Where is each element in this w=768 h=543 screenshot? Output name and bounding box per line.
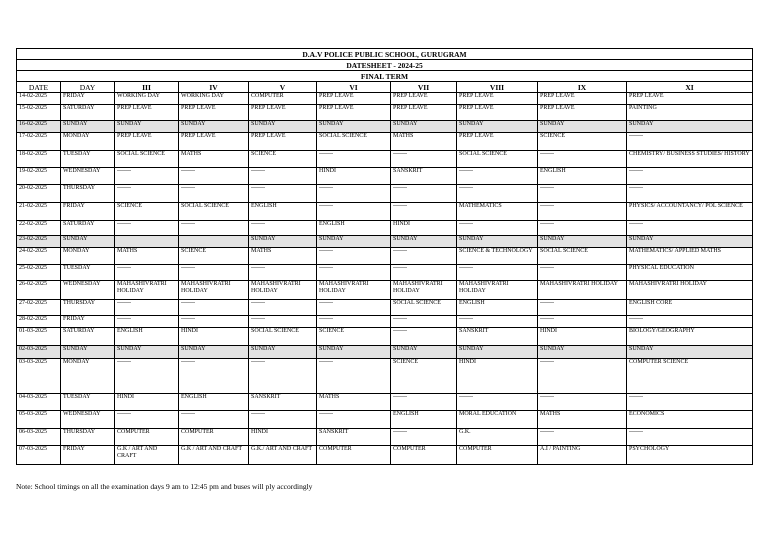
- date-cell: 15-02-2025: [17, 105, 61, 121]
- table-row: [17, 429, 753, 446]
- class-vi-cell: -------: [317, 203, 391, 221]
- date-cell: 26-02-2025: [17, 281, 61, 300]
- class-iii-cell: MATHS: [115, 248, 179, 265]
- class-vii-cell: -------: [391, 185, 457, 203]
- class-iii-cell: G.K / ART AND CRAFT: [115, 446, 179, 465]
- class-vi-cell: -------: [317, 300, 391, 316]
- class-vi-cell: -------: [317, 185, 391, 203]
- column-header-row: [17, 82, 753, 93]
- class-viii-cell: -------: [457, 168, 538, 185]
- class-vii-cell: SUNDAY: [391, 346, 457, 359]
- class-ix-cell: SCIENCE: [538, 133, 627, 151]
- class-vii-cell: ENGLISH: [391, 411, 457, 429]
- class-xi-cell: BIOLOGY/GEOGRAPHY: [627, 328, 753, 346]
- class-xi-cell: PHYSICAL EDUCATION: [627, 265, 753, 281]
- class-vi-cell: SCIENCE: [317, 328, 391, 346]
- class-vii-cell: -------: [391, 265, 457, 281]
- class-viii-cell: SUNDAY: [457, 346, 538, 359]
- class-v-cell: PREP LEAVE: [249, 133, 317, 151]
- date-cell: 22-02-2025: [17, 221, 61, 236]
- class-viii-cell: SUNDAY: [457, 121, 538, 133]
- class-ix-cell: -------: [538, 203, 627, 221]
- class-vii-cell: SUNDAY: [391, 121, 457, 133]
- class-vii-cell: -------: [391, 151, 457, 168]
- day-cell: WEDNESDAY: [61, 168, 115, 185]
- class-iv-cell: HINDI: [179, 328, 249, 346]
- class-iv-cell: -------: [179, 359, 249, 394]
- class-iii-cell: PREP LEAVE: [115, 105, 179, 121]
- class-vi-cell: SUNDAY: [317, 346, 391, 359]
- table-row: [17, 328, 753, 346]
- class-ix-cell: ENGLISH: [538, 168, 627, 185]
- day-cell: FRIDAY: [61, 203, 115, 221]
- date-cell: 18-02-2025: [17, 151, 61, 168]
- class-iii-cell: -------: [115, 300, 179, 316]
- day-cell: MONDAY: [61, 133, 115, 151]
- class-vi-cell: SUNDAY: [317, 236, 391, 248]
- class-vii-cell: COMPUTER: [391, 446, 457, 465]
- class-iii-cell: ENGLISH: [115, 328, 179, 346]
- class-iii-cell: SUNDAY: [115, 346, 179, 359]
- class-xi-cell: -------: [627, 185, 753, 203]
- col-header-class-vii: VII: [391, 82, 457, 93]
- class-viii-cell: COMPUTER: [457, 446, 538, 465]
- day-cell: MONDAY: [61, 359, 115, 394]
- col-header-class-iii: III: [115, 82, 179, 93]
- class-vi-cell: SOCIAL SCIENCE: [317, 133, 391, 151]
- col-header-class-viii: VIII: [457, 82, 538, 93]
- class-v-cell: SUNDAY: [249, 236, 317, 248]
- class-xi-cell: -------: [627, 316, 753, 328]
- class-xi-cell: MAHASHIVRATRI HOLIDAY: [627, 281, 753, 300]
- class-vi-cell: SUNDAY: [317, 121, 391, 133]
- class-iii-cell: -------: [115, 359, 179, 394]
- class-vi-cell: MATHS: [317, 394, 391, 411]
- table-row: [17, 236, 753, 248]
- class-ix-cell: A.I / PAINTING: [538, 446, 627, 465]
- date-cell: 04-03-2025: [17, 394, 61, 411]
- class-vii-cell: -------: [391, 429, 457, 446]
- day-cell: TUESDAY: [61, 394, 115, 411]
- class-vi-cell: PREP LEAVE: [317, 105, 391, 121]
- class-vi-cell: -------: [317, 316, 391, 328]
- date-cell: 24-02-2025: [17, 248, 61, 265]
- class-vii-cell: MAHASHIVRATRI HOLIDAY: [391, 281, 457, 300]
- day-cell: FRIDAY: [61, 93, 115, 105]
- table-row: [17, 359, 753, 394]
- col-header-class-xi: XI: [627, 82, 753, 93]
- table-row: [17, 265, 753, 281]
- class-xi-cell: -------: [627, 133, 753, 151]
- class-v-cell: -------: [249, 316, 317, 328]
- class-v-cell: SUNDAY: [249, 121, 317, 133]
- class-v-cell: -------: [249, 411, 317, 429]
- class-vii-cell: -------: [391, 248, 457, 265]
- class-iv-cell: G.K / ART AND CRAFT: [179, 446, 249, 465]
- class-vi-cell: -------: [317, 411, 391, 429]
- day-cell: SATURDAY: [61, 105, 115, 121]
- table-row: [17, 203, 753, 221]
- day-cell: THURSDAY: [61, 429, 115, 446]
- class-vii-cell: -------: [391, 394, 457, 411]
- table-row: [17, 121, 753, 133]
- class-iii-cell: -------: [115, 168, 179, 185]
- class-vi-cell: MAHASHIVRATRI HOLIDAY: [317, 281, 391, 300]
- class-xi-cell: SUNDAY: [627, 236, 753, 248]
- class-vii-cell: MATHS: [391, 133, 457, 151]
- day-cell: WEDNESDAY: [61, 281, 115, 300]
- class-vi-cell: -------: [317, 265, 391, 281]
- class-iii-cell: SOCIAL SCIENCE: [115, 151, 179, 168]
- class-viii-cell: MATHEMATICS: [457, 203, 538, 221]
- class-ix-cell: -------: [538, 316, 627, 328]
- day-cell: SUNDAY: [61, 346, 115, 359]
- class-viii-cell: MAHASHIVRATRI HOLIDAY: [457, 281, 538, 300]
- day-cell: SATURDAY: [61, 221, 115, 236]
- class-xi-cell: -------: [627, 221, 753, 236]
- class-vii-cell: SUNDAY: [391, 236, 457, 248]
- class-iv-cell: ENGLISH: [179, 394, 249, 411]
- class-ix-cell: -------: [538, 265, 627, 281]
- date-cell: 03-03-2025: [17, 359, 61, 394]
- date-cell: 23-02-2025: [17, 236, 61, 248]
- class-viii-cell: -------: [457, 221, 538, 236]
- class-iii-cell: MAHASHIVRATRI HOLIDAY: [115, 281, 179, 300]
- class-iv-cell: -------: [179, 265, 249, 281]
- class-vii-cell: SCIENCE: [391, 359, 457, 394]
- class-vii-cell: -------: [391, 328, 457, 346]
- col-header-class-v: V: [249, 82, 317, 93]
- class-xi-cell: -------: [627, 394, 753, 411]
- class-iii-cell: HINDI: [115, 394, 179, 411]
- day-cell: THURSDAY: [61, 185, 115, 203]
- class-iv-cell: SUNDAY: [179, 121, 249, 133]
- date-cell: 27-02-2025: [17, 300, 61, 316]
- class-vi-cell: COMPUTER: [317, 446, 391, 465]
- class-v-cell: -------: [249, 168, 317, 185]
- class-v-cell: SOCIAL SCIENCE: [249, 328, 317, 346]
- class-viii-cell: PREP LEAVE: [457, 133, 538, 151]
- class-xi-cell: MATHEMATICS/ APPLIED MATHS: [627, 248, 753, 265]
- class-iv-cell: SOCIAL SCIENCE: [179, 203, 249, 221]
- class-xi-cell: PHYSICS/ ACCOUNTANCY/ POL SCIENCE: [627, 203, 753, 221]
- class-iv-cell: SUNDAY: [179, 346, 249, 359]
- term-title: FINAL TERM: [17, 71, 753, 82]
- class-ix-cell: MAHASHIVRATRI HOLIDAY: [538, 281, 627, 300]
- class-v-cell: SCIENCE: [249, 151, 317, 168]
- class-iii-cell: -------: [115, 185, 179, 203]
- class-v-cell: -------: [249, 185, 317, 203]
- day-cell: SUNDAY: [61, 121, 115, 133]
- table-row: [17, 221, 753, 236]
- day-cell: FRIDAY: [61, 446, 115, 465]
- class-v-cell: ENGLISH: [249, 203, 317, 221]
- class-viii-cell: -------: [457, 394, 538, 411]
- class-iv-cell: -------: [179, 168, 249, 185]
- class-iv-cell: PREP LEAVE: [179, 133, 249, 151]
- date-cell: 16-02-2025: [17, 121, 61, 133]
- class-v-cell: -------: [249, 265, 317, 281]
- class-vii-cell: -------: [391, 203, 457, 221]
- col-header-class-ix: IX: [538, 82, 627, 93]
- class-ix-cell: -------: [538, 359, 627, 394]
- class-viii-cell: G.K.: [457, 429, 538, 446]
- class-ix-cell: -------: [538, 394, 627, 411]
- date-cell: 17-02-2025: [17, 133, 61, 151]
- class-v-cell: -------: [249, 221, 317, 236]
- class-iii-cell: -------: [115, 221, 179, 236]
- class-vii-cell: SANSKRIT: [391, 168, 457, 185]
- class-viii-cell: SCIENCE & TECHNOLOGY: [457, 248, 538, 265]
- table-row: [17, 281, 753, 300]
- class-v-cell: MATHS: [249, 248, 317, 265]
- datesheet: [16, 48, 752, 465]
- table-row: [17, 168, 753, 185]
- class-vii-cell: HINDI: [391, 221, 457, 236]
- class-vi-cell: ENGLISH: [317, 221, 391, 236]
- class-iv-cell: SCIENCE: [179, 248, 249, 265]
- class-ix-cell: PREP LEAVE: [538, 105, 627, 121]
- class-ix-cell: SUNDAY: [538, 121, 627, 133]
- table-row: [17, 248, 753, 265]
- class-ix-cell: -------: [538, 429, 627, 446]
- day-cell: SATURDAY: [61, 328, 115, 346]
- class-iv-cell: PREP LEAVE: [179, 105, 249, 121]
- table-row: [17, 411, 753, 429]
- table-row: [17, 346, 753, 359]
- date-cell: 01-03-2025: [17, 328, 61, 346]
- class-iv-cell: -------: [179, 221, 249, 236]
- class-iv-cell: MAHASHIVRATRI HOLIDAY: [179, 281, 249, 300]
- class-viii-cell: -------: [457, 316, 538, 328]
- class-ix-cell: -------: [538, 221, 627, 236]
- table-row: [17, 151, 753, 168]
- date-cell: 07-03-2025: [17, 446, 61, 465]
- class-vi-cell: -------: [317, 248, 391, 265]
- class-ix-cell: PREP LEAVE: [538, 93, 627, 105]
- date-cell: 02-03-2025: [17, 346, 61, 359]
- class-xi-cell: PSYCHOLOGY: [627, 446, 753, 465]
- class-ix-cell: -------: [538, 151, 627, 168]
- class-iii-cell: -------: [115, 411, 179, 429]
- class-vii-cell: SOCIAL SCIENCE: [391, 300, 457, 316]
- class-v-cell: -------: [249, 300, 317, 316]
- class-v-cell: PREP LEAVE: [249, 105, 317, 121]
- class-viii-cell: SUNDAY: [457, 236, 538, 248]
- class-xi-cell: PAINTING: [627, 105, 753, 121]
- exam-timing-note: Note: School timings on all the examination days 9 am to 12:45 pm and buses will ply accordingly: [16, 482, 313, 491]
- table-row: [17, 446, 753, 465]
- class-vi-cell: -------: [317, 151, 391, 168]
- col-header-day: DAY: [61, 82, 115, 93]
- class-xi-cell: COMPUTER SCIENCE: [627, 359, 753, 394]
- class-ix-cell: HINDI: [538, 328, 627, 346]
- class-xi-cell: ECONOMICS: [627, 411, 753, 429]
- day-cell: TUESDAY: [61, 265, 115, 281]
- class-vi-cell: PREP LEAVE: [317, 93, 391, 105]
- class-vi-cell: SANSKRIT: [317, 429, 391, 446]
- class-viii-cell: PREP LEAVE: [457, 93, 538, 105]
- class-vii-cell: PREP LEAVE: [391, 93, 457, 105]
- class-iv-cell: MATHS: [179, 151, 249, 168]
- day-cell: THURSDAY: [61, 300, 115, 316]
- class-viii-cell: HINDI: [457, 359, 538, 394]
- col-header-date: DATE: [17, 82, 61, 93]
- class-viii-cell: -------: [457, 265, 538, 281]
- class-iii-cell: COMPUTER: [115, 429, 179, 446]
- day-cell: SUNDAY: [61, 236, 115, 248]
- class-vii-cell: -------: [391, 316, 457, 328]
- class-iv-cell: COMPUTER: [179, 429, 249, 446]
- table-row: [17, 133, 753, 151]
- school-name: D.A.V POLICE PUBLIC SCHOOL, GURUGRAM: [17, 49, 753, 60]
- class-xi-cell: SUNDAY: [627, 346, 753, 359]
- datesheet-table: [16, 48, 753, 465]
- date-cell: 28-02-2025: [17, 316, 61, 328]
- date-cell: 05-03-2025: [17, 411, 61, 429]
- date-cell: 06-03-2025: [17, 429, 61, 446]
- class-viii-cell: SANSKRIT: [457, 328, 538, 346]
- class-iii-cell: [115, 236, 179, 248]
- class-ix-cell: SUNDAY: [538, 346, 627, 359]
- date-cell: 21-02-2025: [17, 203, 61, 221]
- class-iii-cell: WORKING DAY: [115, 93, 179, 105]
- class-v-cell: COMPUTER: [249, 93, 317, 105]
- class-viii-cell: PREP LEAVE: [457, 105, 538, 121]
- class-iv-cell: -------: [179, 316, 249, 328]
- class-iii-cell: PREP LEAVE: [115, 133, 179, 151]
- date-cell: 14-02-2025: [17, 93, 61, 105]
- class-iii-cell: SCIENCE: [115, 203, 179, 221]
- day-cell: WEDNESDAY: [61, 411, 115, 429]
- table-row: [17, 105, 753, 121]
- class-v-cell: MAHASHIVRATRI HOLIDAY: [249, 281, 317, 300]
- class-iv-cell: [179, 236, 249, 248]
- class-vii-cell: PREP LEAVE: [391, 105, 457, 121]
- class-ix-cell: -------: [538, 185, 627, 203]
- class-v-cell: HINDI: [249, 429, 317, 446]
- datesheet-title: DATESHEET - 2024-25: [17, 60, 753, 71]
- date-cell: 20-02-2025: [17, 185, 61, 203]
- class-v-cell: G.K./ ART AND CRAFT: [249, 446, 317, 465]
- class-xi-cell: -------: [627, 429, 753, 446]
- class-vi-cell: -------: [317, 359, 391, 394]
- day-cell: MONDAY: [61, 248, 115, 265]
- class-iii-cell: SUNDAY: [115, 121, 179, 133]
- class-iii-cell: -------: [115, 316, 179, 328]
- class-v-cell: -------: [249, 359, 317, 394]
- class-xi-cell: CHEMISTRY/ BUSINESS STUDIES/ HISTORY: [627, 151, 753, 168]
- table-row: [17, 93, 753, 105]
- class-ix-cell: SOCIAL SCIENCE: [538, 248, 627, 265]
- col-header-class-vi: VI: [317, 82, 391, 93]
- class-iv-cell: -------: [179, 300, 249, 316]
- class-xi-cell: ENGLISH CORE: [627, 300, 753, 316]
- class-v-cell: SUNDAY: [249, 346, 317, 359]
- class-v-cell: SANSKRIT: [249, 394, 317, 411]
- day-cell: FRIDAY: [61, 316, 115, 328]
- table-row: [17, 394, 753, 411]
- class-iii-cell: -------: [115, 265, 179, 281]
- col-header-class-iv: IV: [179, 82, 249, 93]
- class-xi-cell: SUNDAY: [627, 121, 753, 133]
- class-xi-cell: PREP LEAVE: [627, 93, 753, 105]
- class-ix-cell: MATHS: [538, 411, 627, 429]
- table-row: [17, 300, 753, 316]
- class-viii-cell: MORAL EDUCATION: [457, 411, 538, 429]
- day-cell: TUESDAY: [61, 151, 115, 168]
- class-ix-cell: -------: [538, 300, 627, 316]
- class-iv-cell: WORKING DAY: [179, 93, 249, 105]
- table-row: [17, 316, 753, 328]
- class-xi-cell: -------: [627, 168, 753, 185]
- class-ix-cell: SUNDAY: [538, 236, 627, 248]
- class-vi-cell: HINDI: [317, 168, 391, 185]
- class-iv-cell: -------: [179, 411, 249, 429]
- class-viii-cell: -------: [457, 185, 538, 203]
- class-viii-cell: SOCIAL SCIENCE: [457, 151, 538, 168]
- date-cell: 19-02-2025: [17, 168, 61, 185]
- date-cell: 25-02-2025: [17, 265, 61, 281]
- class-viii-cell: ENGLISH: [457, 300, 538, 316]
- table-row: [17, 185, 753, 203]
- class-iv-cell: -------: [179, 185, 249, 203]
